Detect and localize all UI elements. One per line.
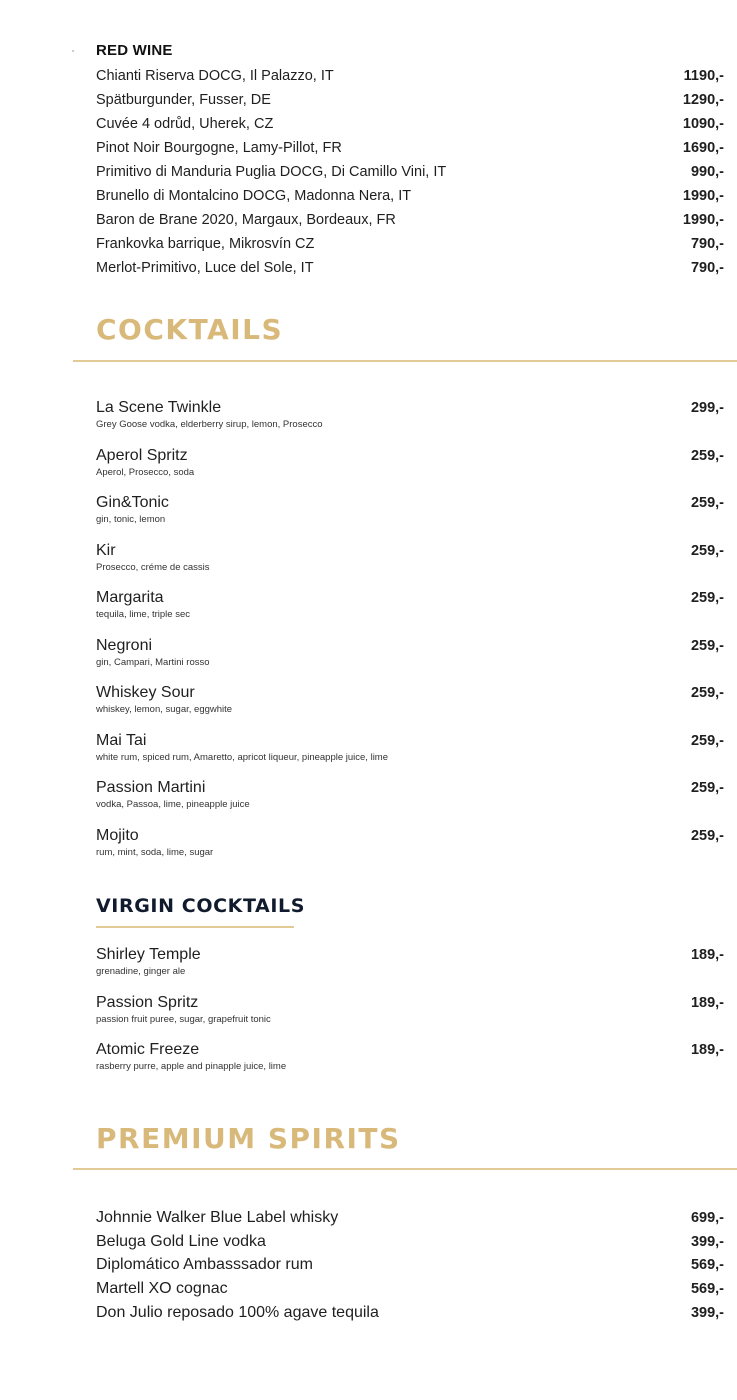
virgin-cocktail-item <box>96 1040 724 1080</box>
cocktail-item <box>96 683 724 723</box>
wine-name: Brunello di Montalcino DOCG, Madonna Nera, IT <box>96 188 412 204</box>
spirit-price: 569,- <box>690 1257 724 1273</box>
cocktail-item <box>96 493 724 533</box>
virgin-cocktail-description: rasberry purre, apple and pinapple juice, lime <box>96 1061 287 1072</box>
wine-row <box>96 160 724 184</box>
cocktail-description: whiskey, lemon, sugar, eggwhite <box>96 704 233 715</box>
cocktail-price: 259,- <box>690 638 724 654</box>
wine-name: Baron de Brane 2020, Margaux, Bordeaux, FR <box>96 212 396 228</box>
virgin-cocktail-description: grenadine, ginger ale <box>96 966 186 977</box>
wine-price: 790,- <box>690 236 724 252</box>
wine-row <box>96 232 724 256</box>
spirit-price: 399,- <box>690 1234 724 1250</box>
wine-name: Primitivo di Manduria Puglia DOCG, Di Camillo Vini, IT <box>96 164 447 180</box>
spirit-name: Diplomático Ambasssador rum <box>96 1256 313 1273</box>
cocktails-divider <box>73 360 737 362</box>
spirit-row <box>96 1277 724 1301</box>
virgin-cocktail-name: Passion Spritz <box>96 994 199 1011</box>
spirit-row <box>96 1301 724 1325</box>
virgin-cocktail-item <box>96 945 724 985</box>
red-wine-heading: RED WINE <box>96 42 173 59</box>
cocktail-name: Negroni <box>96 637 153 654</box>
cocktail-price: 259,- <box>690 495 724 511</box>
wine-price: 1990,- <box>682 188 724 204</box>
cocktail-item <box>96 778 724 818</box>
virgin-cocktail-name: Shirley Temple <box>96 946 201 963</box>
cocktail-description: Grey Goose vodka, elderberry sirup, lemon, Prosecco <box>96 419 323 430</box>
cocktail-item <box>96 398 724 438</box>
spirit-name: Johnnie Walker Blue Label whisky <box>96 1209 339 1226</box>
cocktail-name: Passion Martini <box>96 779 206 796</box>
cocktail-description: rum, mint, soda, lime, sugar <box>96 847 214 858</box>
premium-spirits-heading: PREMIUM SPIRITS <box>96 1122 401 1155</box>
virgin-cocktails-heading: VIRGIN COCKTAILS <box>96 895 305 917</box>
cocktail-description: white rum, spiced rum, Amaretto, apricot liqueur, pineapple juice, lime <box>96 752 388 763</box>
cocktail-price: 259,- <box>690 780 724 796</box>
cocktail-price: 259,- <box>690 685 724 701</box>
spirit-name: Martell XO cognac <box>96 1280 228 1297</box>
cocktail-item <box>96 541 724 581</box>
cocktail-description: Aperol, Prosecco, soda <box>96 467 195 478</box>
cocktail-description: gin, Campari, Martini rosso <box>96 657 210 668</box>
spirit-row <box>96 1253 724 1277</box>
virgin-cocktail-price: 189,- <box>690 1042 724 1058</box>
cocktail-item <box>96 636 724 676</box>
virgin-cocktail-name: Atomic Freeze <box>96 1041 200 1058</box>
wine-price: 1990,- <box>682 212 724 228</box>
cocktail-name: Aperol Spritz <box>96 447 188 464</box>
spirit-name: Beluga Gold Line vodka <box>96 1233 266 1250</box>
cocktail-price: 299,- <box>690 400 724 416</box>
wine-price: 1090,- <box>682 116 724 132</box>
wine-name: Merlot-Primitivo, Luce del Sole, IT <box>96 260 314 276</box>
virgin-cocktail-price: 189,- <box>690 995 724 1011</box>
spirit-row <box>96 1206 724 1230</box>
cocktail-name: Mai Tai <box>96 732 147 749</box>
cocktail-name: Kir <box>96 542 116 559</box>
cocktail-name: Mojito <box>96 827 139 844</box>
wine-row <box>96 208 724 232</box>
cocktail-name: La Scene Twinkle <box>96 399 222 416</box>
virgin-cocktail-price: 189,- <box>690 947 724 963</box>
wine-name: Frankovka barrique, Mikrosvín CZ <box>96 236 315 252</box>
cocktail-price: 259,- <box>690 733 724 749</box>
cocktails-heading: COCKTAILS <box>96 313 284 346</box>
spirit-price: 569,- <box>690 1281 724 1297</box>
cocktail-price: 259,- <box>690 828 724 844</box>
wine-price: 1690,- <box>682 140 724 156</box>
cocktail-description: gin, tonic, lemon <box>96 514 166 525</box>
virgin-cocktail-description: passion fruit puree, sugar, grapefruit tonic <box>96 1014 271 1025</box>
wine-price: 1190,- <box>683 68 724 84</box>
wine-row <box>96 112 724 136</box>
cocktail-item <box>96 446 724 486</box>
premium-spirits-divider <box>73 1168 737 1170</box>
wine-price: 1290,- <box>682 92 724 108</box>
cocktail-price: 259,- <box>690 590 724 606</box>
spirit-price: 399,- <box>690 1305 724 1321</box>
cocktail-price: 259,- <box>690 448 724 464</box>
virgin-cocktail-item <box>96 993 724 1033</box>
virgin-cocktails-divider <box>96 926 294 928</box>
decorative-dot <box>72 50 74 52</box>
spirit-row <box>96 1230 724 1254</box>
wine-row <box>96 256 724 280</box>
wine-row <box>96 88 724 112</box>
wine-row <box>96 136 724 160</box>
cocktail-name: Whiskey Sour <box>96 684 195 701</box>
cocktail-item <box>96 731 724 771</box>
wine-name: Cuvée 4 odrůd, Uherek, CZ <box>96 116 274 132</box>
wine-name: Spätburgunder, Fusser, DE <box>96 92 271 108</box>
cocktail-name: Margarita <box>96 589 164 606</box>
spirit-price: 699,- <box>690 1210 724 1226</box>
cocktail-description: vodka, Passoa, lime, pineapple juice <box>96 799 250 810</box>
wine-price: 790,- <box>690 260 724 276</box>
wine-row <box>96 64 724 88</box>
spirit-name: Don Julio reposado 100% agave tequila <box>96 1304 379 1321</box>
wine-name: Pinot Noir Bourgogne, Lamy-Pillot, FR <box>96 140 342 156</box>
wine-name: Chianti Riserva DOCG, Il Palazzo, IT <box>96 68 334 84</box>
wine-price: 990,- <box>690 164 724 180</box>
cocktail-name: Gin&Tonic <box>96 494 169 511</box>
cocktail-price: 259,- <box>690 543 724 559</box>
cocktail-item <box>96 588 724 628</box>
cocktail-item <box>96 826 724 866</box>
cocktail-description: tequila, lime, triple sec <box>96 609 190 620</box>
cocktail-description: Prosecco, créme de cassis <box>96 562 210 573</box>
wine-row <box>96 184 724 208</box>
